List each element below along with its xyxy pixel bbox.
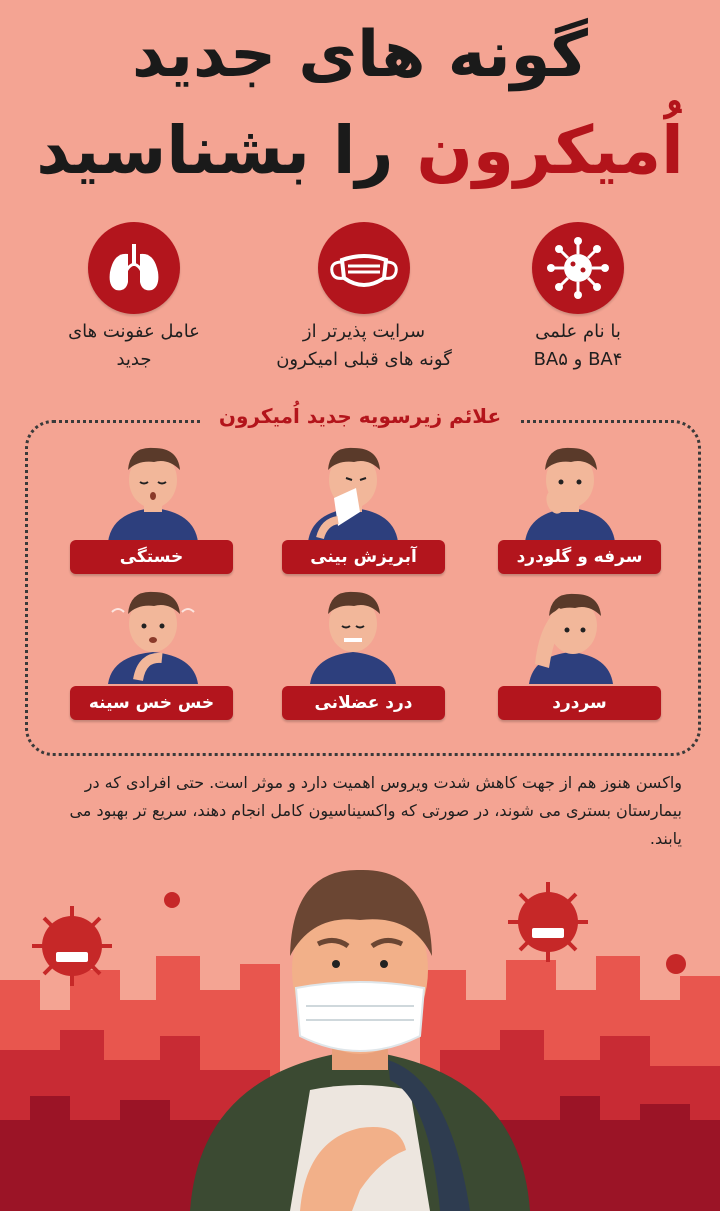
feature-2-line1: سرایت پذیرتر از	[302, 321, 426, 342]
city-illustration	[0, 860, 720, 1211]
feature-2-line2: گونه های قبلی امیکرون	[276, 349, 452, 370]
vaccine-paragraph: واکسن هنوز هم از جهت کاهش شدت ویروس اهمیت دارد و موثر است. حتی افرادی که در بیمارستان بستری می شوند، در صورتی که واکسیناسیون کامل انجام دهند، سریع تر بهبود می یابند.	[69, 773, 682, 848]
feature-1-text	[473, 318, 683, 374]
person-cough-illustration	[515, 438, 625, 542]
title-line-1: گونه های جدید	[132, 18, 588, 92]
feature-1-line1: با نام علمی	[535, 321, 621, 342]
virus-right-illustration	[508, 882, 588, 962]
person-headache-illustration	[515, 584, 625, 684]
person-fatigue-illustration	[98, 438, 208, 542]
feature-3-line2: جدید	[116, 349, 152, 370]
symptom-badge-5: درد عضلانی	[282, 686, 445, 720]
symptom-badge-1: سرفه و گلودرد	[498, 540, 661, 574]
mask-icon	[318, 222, 410, 314]
lungs-icon	[88, 222, 180, 314]
virus-left-illustration	[32, 906, 112, 986]
symptoms-title: علائم زیرسویه جدید اُمیکرون	[218, 404, 502, 428]
symptom-badge-4: سردرد	[498, 686, 661, 720]
title-know: را بشناسید	[36, 112, 394, 189]
title-omicron: اُمیکرون	[416, 112, 684, 189]
feature-2-text	[259, 318, 469, 374]
symptom-badge-2: آبریزش بینی	[282, 540, 445, 574]
person-muscle-pain-illustration	[298, 584, 408, 684]
feature-1-line2: BA۴ و BA۵	[533, 349, 623, 370]
symptom-badge-6: خس خس سینه	[70, 686, 233, 720]
symptom-badge-3: خستگی	[70, 540, 233, 574]
person-wheezing-illustration	[98, 584, 208, 684]
person-runny-nose-illustration	[298, 438, 408, 542]
title-line-2	[0, 112, 720, 189]
feature-3-text	[29, 318, 239, 374]
feature-3-line1: عامل عفونت های	[68, 321, 200, 342]
virus-icon	[532, 222, 624, 314]
